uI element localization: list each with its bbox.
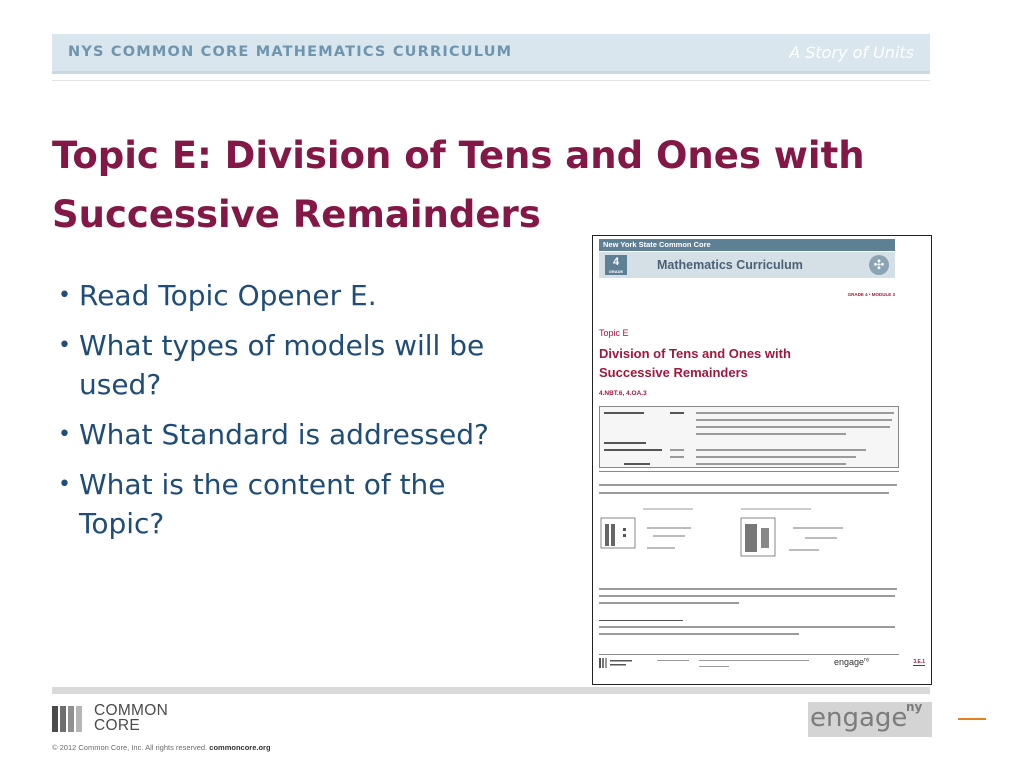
common-core-logo-icon — [52, 706, 88, 732]
bullet-dot-icon: • — [58, 422, 71, 447]
bullet-item — [58, 415, 528, 454]
common-core-word-2: CORE — [94, 717, 140, 734]
greeked-text-line — [670, 412, 684, 414]
greeked-text-line — [599, 492, 889, 494]
bullet-text: What is the content of the Topic? — [79, 468, 446, 540]
greeked-text-line — [696, 419, 892, 421]
greeked-text-line — [599, 588, 897, 590]
greeked-text-line — [670, 449, 684, 451]
slide-title-line-2: Successive Remainders — [52, 193, 541, 236]
greeked-text-line — [670, 456, 684, 458]
bullet-item — [58, 465, 528, 543]
grade-badge-label: GRADE — [608, 269, 624, 274]
bullet-dot-icon: • — [58, 333, 71, 358]
thumbnail-page-number: 3.E.1 — [913, 659, 925, 665]
greeked-text-line — [604, 442, 646, 444]
copyright-site: commoncore.org — [209, 743, 271, 752]
slide-title — [52, 126, 932, 244]
thumbnail-topic-label: Topic E — [599, 328, 629, 338]
curriculum-header-band — [52, 34, 930, 74]
bullet-list — [58, 276, 528, 554]
greeked-text-line — [599, 484, 897, 486]
bullet-dot-icon: • — [58, 283, 71, 308]
thumbnail-title-line-2: Successive Remainders — [599, 365, 748, 380]
greeked-text-line — [696, 463, 846, 465]
engageny-superscript: ny — [906, 700, 923, 714]
engageny-logo — [808, 702, 932, 737]
greeked-text-line — [599, 626, 895, 628]
grade-badge-number: 4 — [612, 256, 620, 268]
accent-dash — [958, 718, 986, 720]
thumbnail-engage-logo — [834, 657, 869, 667]
bullet-text: What types of models will be used? — [79, 329, 485, 401]
greeked-text-line — [699, 660, 809, 661]
copyright-text: © 2012 Common Core, Inc. All rights reserved. — [52, 743, 208, 752]
greeked-text-line — [696, 412, 894, 414]
topic-opener-thumbnail — [592, 235, 932, 685]
greeked-text-line — [699, 666, 729, 667]
thumbnail-engage-word: engage — [834, 657, 865, 667]
engageny-word: engage — [810, 703, 908, 733]
greeked-text-line — [624, 463, 650, 465]
greeked-text-line — [696, 449, 866, 451]
footnote-rule — [599, 620, 683, 621]
curriculum-tagline: A Story of Units — [789, 43, 914, 62]
thumbnail-engage-superscript: ny — [864, 657, 870, 663]
greeked-text-line — [657, 660, 689, 661]
bullet-text: Read Topic Opener E. — [79, 279, 377, 312]
greeked-text-line — [604, 449, 662, 451]
greeked-text-line — [696, 433, 846, 435]
footer-rule — [52, 687, 930, 694]
greeked-text-line — [696, 426, 890, 428]
thumbnail-header-box — [599, 252, 895, 278]
thumbnail-heading: Mathematics Curriculum — [657, 258, 803, 272]
thumbnail-standards: 4.NBT.6, 4.OA.3 — [599, 390, 647, 397]
greeked-text-line — [599, 633, 799, 635]
bullet-text: What Standard is addressed? — [79, 418, 489, 451]
compass-icon: ✣ — [869, 255, 889, 275]
thumbnail-topic-title — [599, 344, 899, 382]
common-core-logo-icon — [599, 656, 639, 670]
thumbnail-title-line-1: Division of Tens and Ones with — [599, 346, 791, 361]
thumbnail-standards-table — [599, 406, 899, 468]
greeked-text-line — [604, 412, 644, 414]
grade-badge — [605, 255, 627, 275]
greeked-text-line — [696, 456, 856, 458]
bullet-item — [58, 326, 528, 404]
thumbnail-model-diagrams — [593, 506, 929, 580]
thumbnail-divider — [599, 471, 899, 472]
bullet-dot-icon: • — [58, 472, 71, 497]
curriculum-name: NYS COMMON CORE MATHEMATICS CURRICULUM — [68, 44, 513, 60]
header-divider — [52, 80, 930, 81]
thumbnail-state-band: New York State Common Core — [599, 239, 895, 251]
thumbnail-grade-module: GRADE 4 • MODULE 3 — [847, 292, 895, 297]
common-core-wordmark — [94, 703, 168, 733]
greeked-text-line — [599, 595, 895, 597]
copyright-notice — [52, 743, 271, 752]
slide-title-line-1: Topic E: Division of Tens and Ones with — [52, 134, 865, 177]
thumbnail-footer-rule — [599, 654, 899, 655]
common-core-word-1: COMMON — [94, 702, 169, 719]
greeked-text-line — [599, 602, 739, 604]
bullet-item — [58, 276, 528, 315]
